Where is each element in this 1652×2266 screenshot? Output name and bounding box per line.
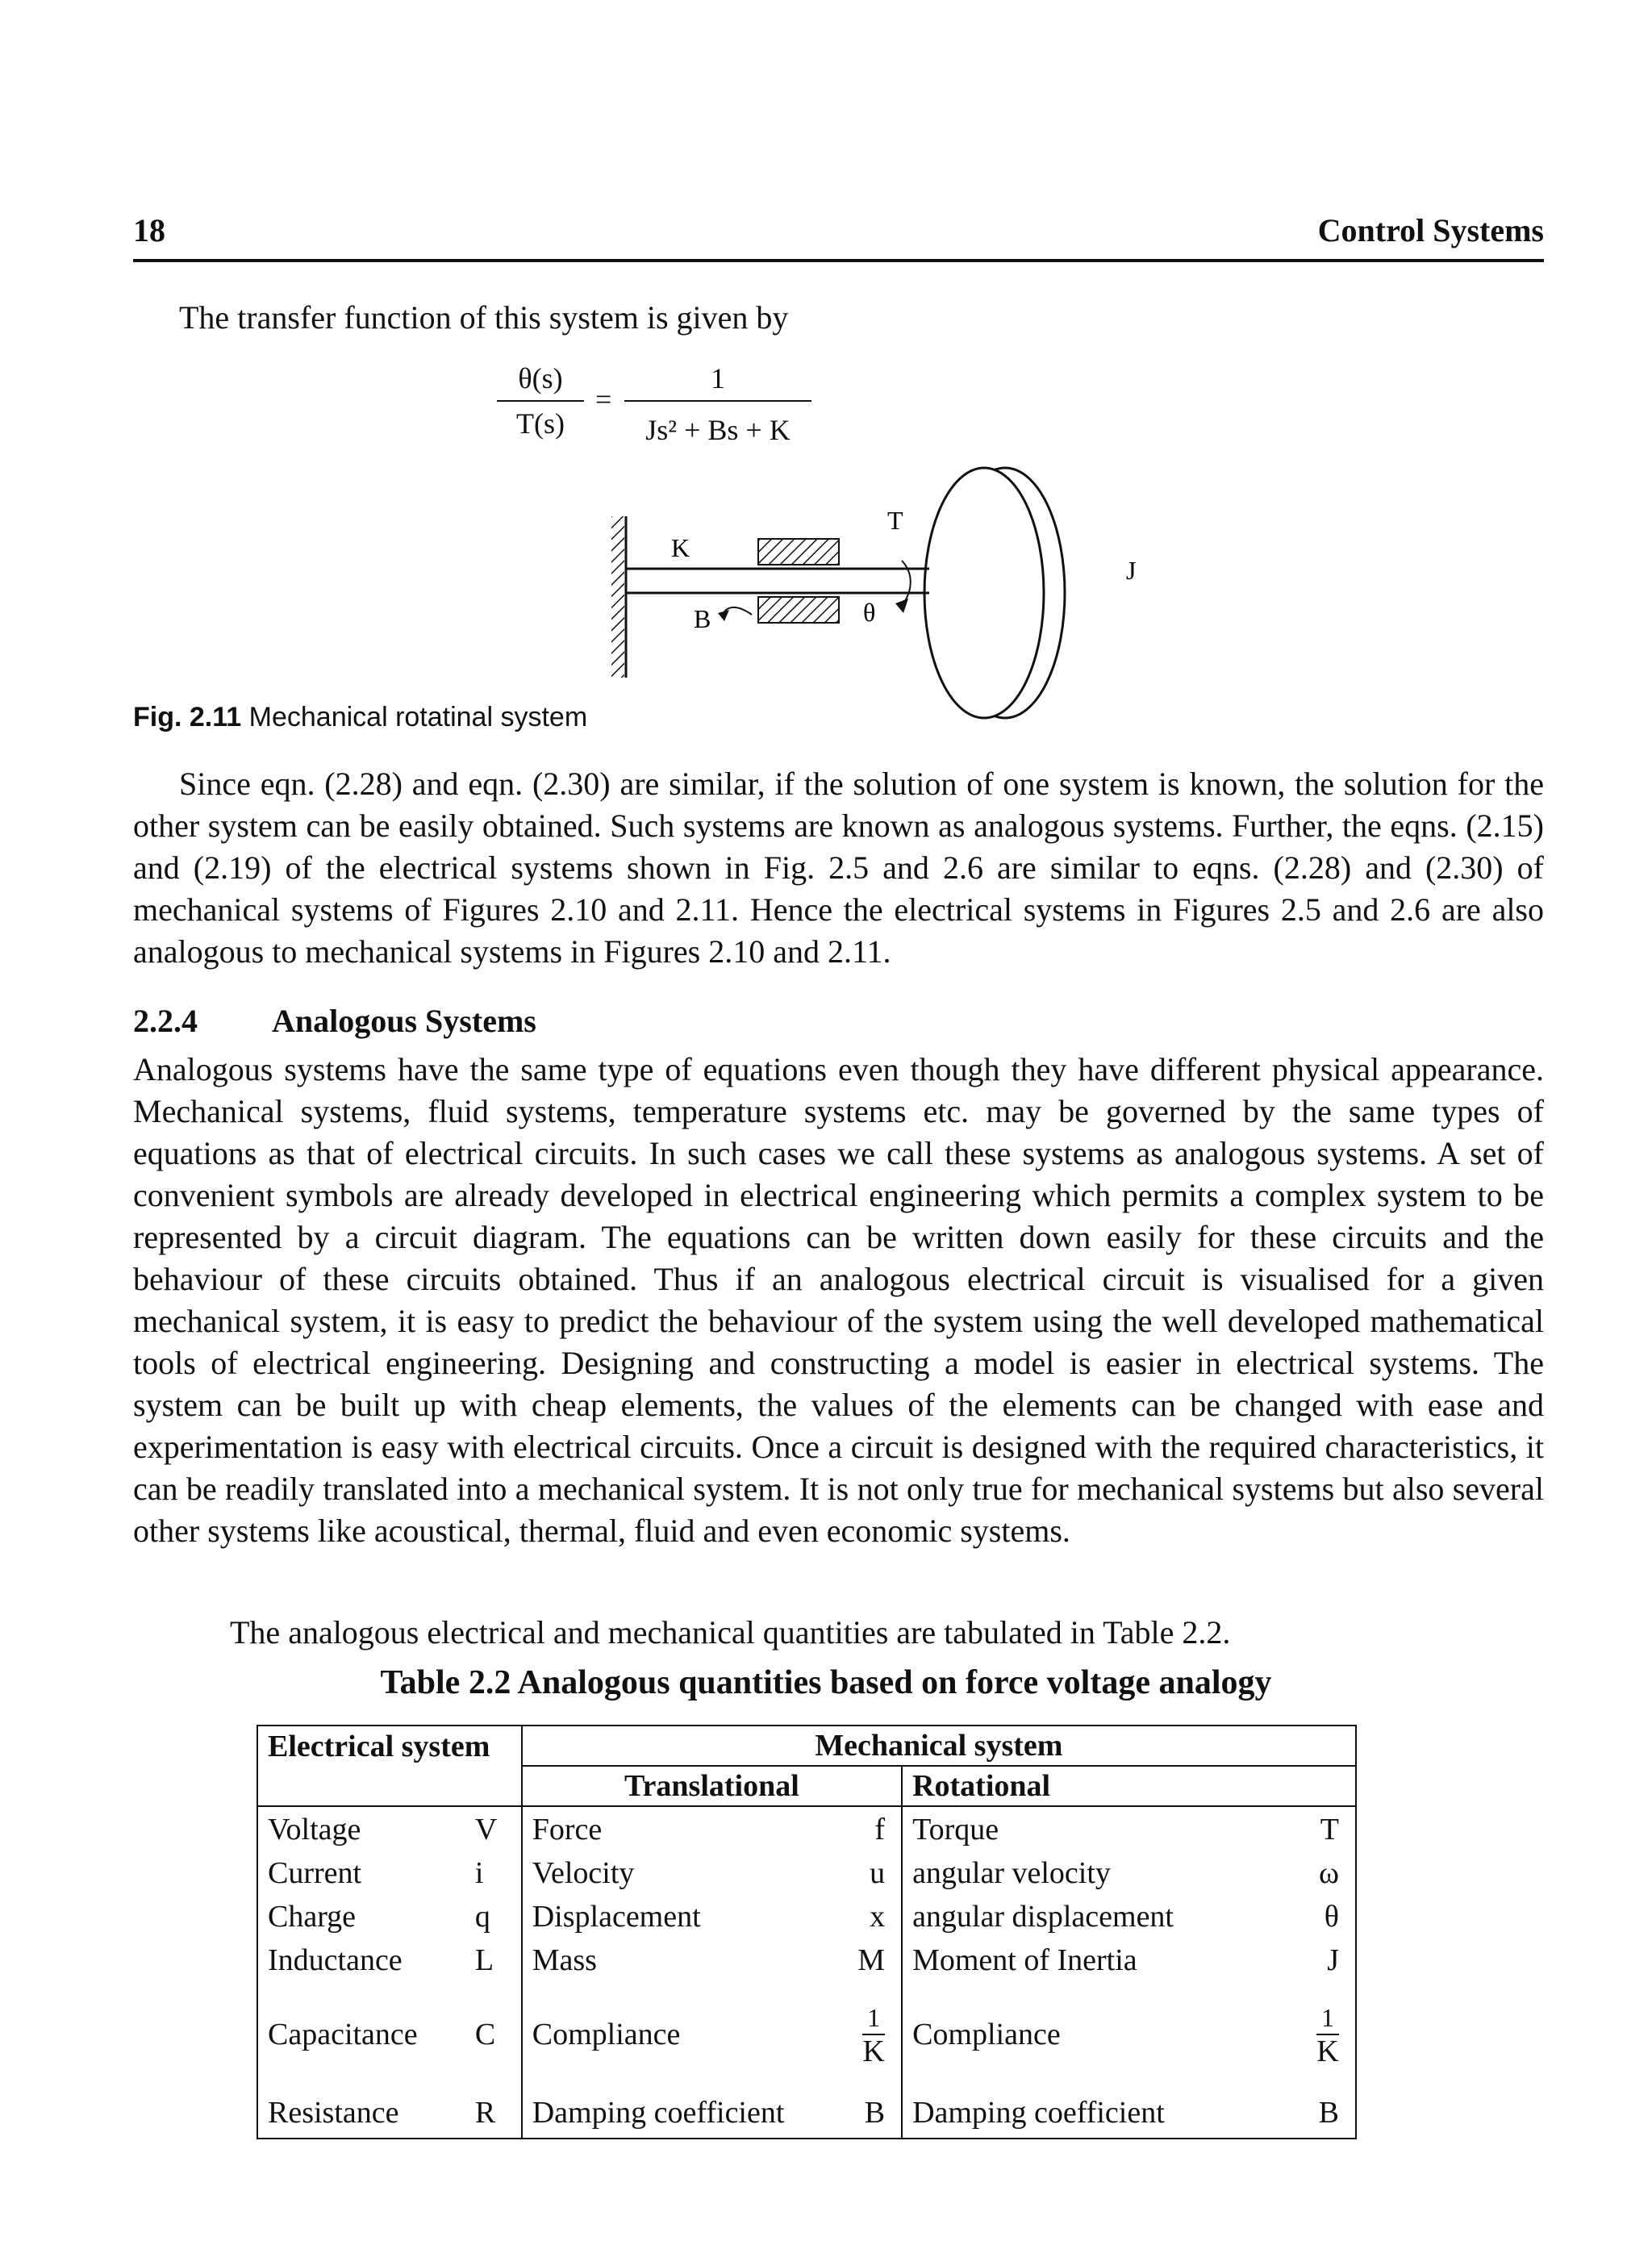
intro-text: The transfer function of this system is given by <box>179 299 789 336</box>
paragraph-table-intro: The analogous electrical and mechanical quantities are tabulated in Table 2.2. <box>230 1614 1231 1650</box>
eq-lhs-denominator: T(s) <box>516 407 565 440</box>
cell-rotational-symbol: T <box>1280 1806 1356 1851</box>
cell-translational-symbol: x <box>836 1895 902 1938</box>
cell-electrical-symbol: C <box>465 1982 522 2087</box>
cell-translational: Force <box>532 1812 603 1847</box>
running-header-title: Control Systems <box>1317 212 1544 248</box>
cell-electrical-symbol: V <box>465 1806 522 1851</box>
cell-translational-symbol: u <box>836 1851 902 1895</box>
cell-rotational-symbol <box>1280 1982 1356 2087</box>
torque-arrow <box>902 561 911 603</box>
cell-translational: Velocity <box>532 1856 635 1890</box>
paragraph-analogous-systems: Analogous systems have the same type of equations even though they have different physical appearance. Mechanical systems, fluid systems, temperature systems etc. may be governed by the same types of equations as that of electrical circuits. In such cases we call these systems as analogous systems. A set of convenient symbols are already developed in electrical engineering which permits a complex system to be represented by a circuit diagram. The equations can be written down easily for these circuits and the behaviour of these circuits obtained. Thus if an analogous electrical circuit is visualised for a given mechanical system, it is easy to predict the behaviour of the system using the well developed mathematical tools of electrical engineering. Designing and constructing a model is easier in electrical systems. The system can be built up with cheap elements, the values of the elements can be changed with ease and experimentation is easy with electrical circuits. Once a circuit is designed with the required characteristics, it can be readily translated into a mechanical system. It is not only true for mechanical systems but also several other systems like acoustical, thermal, fluid and even economic systems. <box>133 1051 1544 1549</box>
transfer-function-equation <box>492 361 815 458</box>
fixed-wall <box>611 516 624 678</box>
cell-translational: Compliance <box>532 2018 681 2051</box>
label-k: K <box>671 533 690 562</box>
cell-translational-symbol: M <box>836 1938 902 1982</box>
table-row <box>257 1938 1356 1982</box>
table-row <box>257 1982 1356 2087</box>
cell-translational-symbol: f <box>836 1806 902 1851</box>
damper-b-arrowhead-icon <box>718 610 729 621</box>
damper-top <box>758 539 839 565</box>
col-mechanical-system: Mechanical system <box>522 1726 1356 1766</box>
section-number: 2.2.4 <box>133 1003 198 1039</box>
cell-rotational-symbol: J <box>1280 1938 1356 1982</box>
cell-rotational-symbol: θ <box>1280 1895 1356 1938</box>
cell-translational: Mass <box>532 1943 597 1977</box>
table-header-row <box>257 1726 1356 1766</box>
cell-rotational-symbol: B <box>1280 2087 1356 2139</box>
eq-lhs-numerator: θ(s) <box>518 362 563 394</box>
eq-equals-sign: = <box>595 383 612 415</box>
eq-rhs-denominator: Js² + Bs + K <box>645 414 791 446</box>
cell-electrical: Charge <box>257 1895 465 1938</box>
eq-rhs-fraction-bar <box>624 400 811 402</box>
cell-electrical: Resistance <box>257 2087 465 2139</box>
eq-lhs-fraction-bar <box>497 400 584 402</box>
cell-translational-symbol: B <box>836 2087 902 2139</box>
label-theta: θ <box>863 598 876 627</box>
col-electrical-system: Electrical system <box>257 1726 522 1766</box>
cell-rotational: Damping coefficient <box>902 2087 1280 2139</box>
cell-rotational: Moment of Inertia <box>912 1943 1137 1977</box>
cell-electrical-symbol: L <box>465 1938 522 1982</box>
table-row <box>257 2087 1356 2139</box>
section-title: Analogous Systems <box>272 1003 536 1039</box>
cell-translational-symbol <box>836 1982 902 2087</box>
table-row <box>257 1895 1356 1938</box>
cell-translational: Damping coefficient <box>522 2087 836 2139</box>
label-b: B <box>694 604 711 633</box>
mechanical-rotational-system-figure <box>565 460 1178 726</box>
section-heading <box>133 1002 536 1040</box>
cell-electrical: Current <box>257 1851 465 1895</box>
cell-electrical: Voltage <box>257 1806 465 1851</box>
page-number: 18 <box>133 212 165 248</box>
cell-electrical: Capacitance <box>257 1982 465 2087</box>
col-translational: Translational <box>522 1766 902 1806</box>
analogous-quantities-table <box>257 1725 1357 2139</box>
damper-bottom <box>758 597 839 623</box>
cell-translational: Displacement <box>532 1900 701 1934</box>
label-j: J <box>1126 556 1137 585</box>
cell-rotational-symbol: ω <box>1280 1851 1356 1895</box>
cell-rotational: angular velocity <box>912 1856 1111 1890</box>
figure-caption <box>133 702 587 733</box>
eq-rhs-numerator: 1 <box>711 362 725 394</box>
label-t: T <box>887 506 903 535</box>
cell-rotational: Compliance <box>912 2018 1061 2051</box>
cell-electrical-symbol: i <box>465 1851 522 1895</box>
theta-arrowhead-icon <box>895 599 908 613</box>
table-row <box>257 1806 1356 1851</box>
cell-rotational: Torque <box>912 1812 999 1847</box>
cell-electrical: Inductance <box>257 1938 465 1982</box>
col-rotational: Rotational <box>902 1766 1356 1806</box>
figure-caption-number: Fig. 2.11 <box>133 702 242 732</box>
fraction-one-over-k: $\frac{1}{K}$ <box>862 2003 885 2068</box>
inertia-disk-front <box>924 468 1044 718</box>
paragraph-analogy-intro: Since eqn. (2.28) and eqn. (2.30) are similar, if the solution of one system is known, the solution for the other system can be easily obtained. Such systems are known as analogous systems. Further, the eqns. (2.15) and (2.19) of the electrical systems shown in Fig. 2.5 and 2.6 are similar to eqns. (2.28) and (2.30) of mechanical systems of Figures 2.10 and 2.11. Hence the electrical systems in Figures 2.5 and 2.6 are also analogous to mechanical systems in Figures 2.10 and 2.11. <box>133 766 1544 970</box>
cell-electrical-symbol: R <box>465 2087 522 2139</box>
table-subheader-row <box>257 1766 1356 1806</box>
cell-rotational: angular displacement <box>912 1900 1174 1934</box>
cell-electrical-symbol: q <box>465 1895 522 1938</box>
fraction-one-over-k: $\frac{1}{K}$ <box>1316 2003 1339 2068</box>
table-row <box>257 1851 1356 1895</box>
figure-caption-text: Mechanical rotatinal system <box>248 702 588 732</box>
header-rule <box>133 259 1544 262</box>
table-title: Table 2.2 Analogous quantities based on force voltage analogy <box>380 1664 1272 1701</box>
